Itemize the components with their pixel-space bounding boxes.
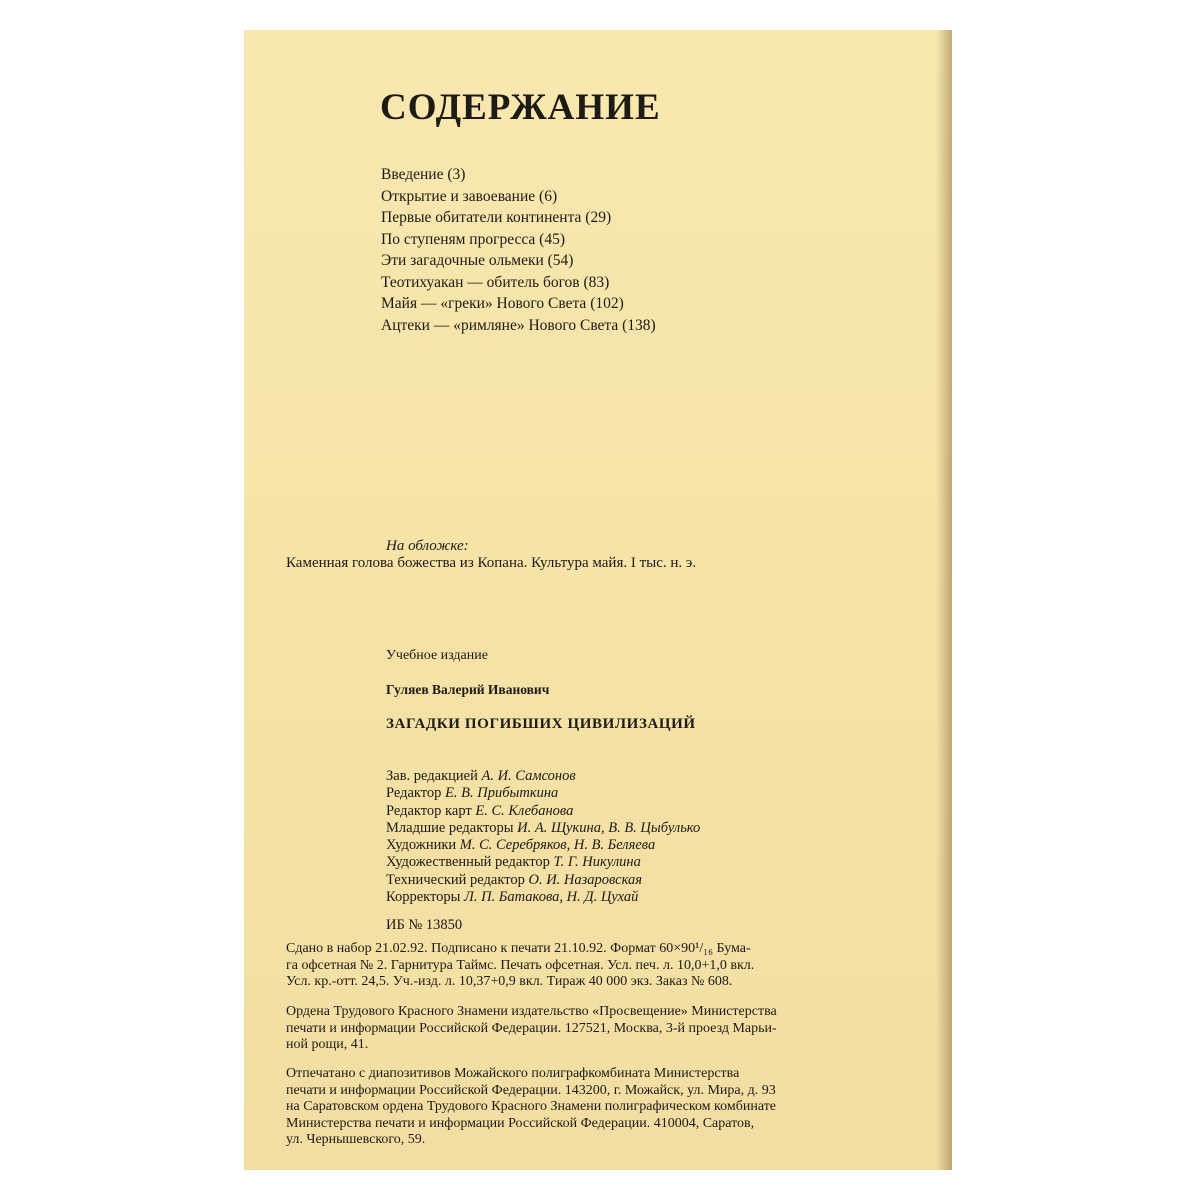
publisher-info-line: Ордена Трудового Красного Знамени издательство «Просвещение» Министерства (286, 1004, 777, 1019)
credit-line (386, 872, 700, 889)
toc-item: Майя — «греки» Нового Света (102) (381, 295, 624, 312)
print-info-line: Сдано в набор 21.02.92. Подписано к печати 21.10.92. Формат 60×90¹/₁₆ Бума- (286, 941, 751, 956)
credit-role: Младшие редакторы (386, 819, 514, 836)
toc-item: Эти загадочные ольмеки (54) (381, 252, 574, 269)
credit-line (386, 889, 700, 906)
printer-info-line: печати и информации Российской Федерации. 143200, г. Можайск, ул. Мира, д. 93 (286, 1082, 776, 1098)
toc-item: Теотихуакан — обитель богов (83) (381, 273, 610, 291)
credit-name: Т. Г. Никулина (553, 854, 641, 871)
credit-role: Редактор карт (386, 802, 472, 819)
credit-name: М. С. Серебряков, Н. В. Беляева (459, 837, 656, 854)
credit-role: Редактор (386, 785, 442, 802)
credits-list (386, 768, 700, 906)
printer-info (286, 1066, 936, 1149)
credit-name: Е. С. Клебанова (475, 802, 574, 819)
printer-info-line: Министерства печати и информации Российской Федерации. 410004, Саратов, (286, 1115, 755, 1131)
credit-role: Технический редактор (386, 871, 525, 888)
contents-heading: СОДЕРЖАНИЕ (380, 87, 661, 128)
author-name: Гуляев Валерий Иванович (386, 682, 550, 697)
print-info-line: га офсетная № 2. Гарнитура Таймс. Печать офсетная. Усл. печ. л. 10,0+1,0 вкл. (286, 957, 755, 973)
printer-info-line: на Саратовском ордена Трудового Красного Знамени полиграфическом комбинате (286, 1099, 777, 1115)
credit-name: Л. П. Батакова, Н. Д. Цухай (464, 889, 639, 906)
toc-item: Ацтеки — «римляне» Нового Света (138) (381, 316, 656, 334)
ib-number: ИБ № 13850 (386, 917, 463, 933)
table-of-contents (381, 164, 656, 336)
book-title: ЗАГАДКИ ПОГИБШИХ ЦИВИЛИЗАЦИЙ (386, 716, 696, 732)
credit-role: Корректоры (386, 889, 461, 906)
page-edge-shadow (936, 30, 952, 1170)
toc-item: Первые обитатели континента (29) (381, 209, 612, 226)
printer-info-line: Отпечатано с диапозитивов Можайского полиграфкомбината Министерства (286, 1066, 740, 1081)
credit-line (386, 803, 700, 820)
credit-name: А. И. Самсонов (481, 768, 576, 784)
toc-item: Открытие и завоевание (6) (381, 187, 558, 205)
toc-item: Введение (3) (381, 166, 466, 183)
cover-caption-label: На обложке: (386, 538, 469, 554)
printer-info-line: ул. Чернышевского, 59. (286, 1132, 426, 1148)
credit-name: О. И. Назаровская (528, 871, 642, 888)
publisher-info-line: ной рощи, 41. (286, 1037, 369, 1053)
credit-role: Зав. редакцией (386, 768, 478, 784)
credit-name: Е. В. Прибыткина (445, 785, 559, 802)
credit-line (386, 837, 700, 854)
print-info-line: Усл. кр.-отт. 24,5. Уч.-изд. л. 10,37+0,9 вкл. Тираж 40 000 экз. Заказ № 608. (286, 974, 733, 990)
credit-name: И. А. Щукина, В. В. Цыбулько (517, 819, 701, 836)
credit-role: Художественный редактор (386, 854, 550, 871)
credit-line (386, 785, 700, 802)
credit-line (386, 820, 700, 837)
credit-role: Художники (386, 837, 457, 854)
credit-line (386, 854, 700, 871)
edition-type: Учебное издание (386, 648, 488, 663)
toc-item: По ступеням прогресса (45) (381, 230, 565, 248)
credit-line (386, 768, 700, 785)
print-info (286, 941, 936, 991)
cover-caption-text: Каменная голова божества из Копана. Культура майя. I тыс. н. э. (286, 555, 697, 571)
publisher-info-line: печати и информации Российской Федерации. 127521, Москва, 3-й проезд Марьи- (286, 1020, 777, 1036)
publisher-info (286, 1004, 936, 1054)
